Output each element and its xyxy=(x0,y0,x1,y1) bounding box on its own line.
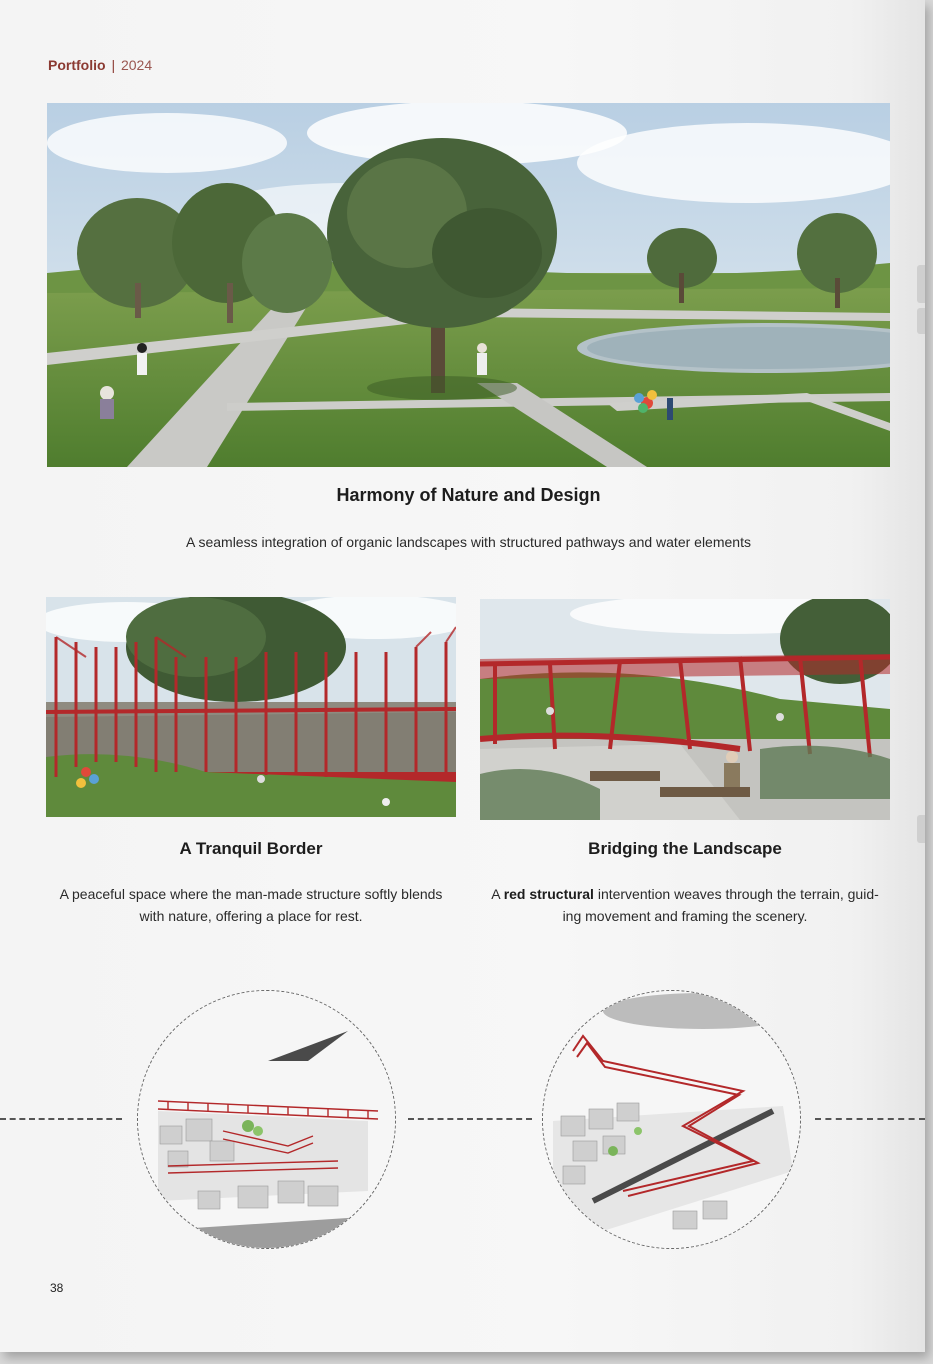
header-brand: Portfolio xyxy=(48,57,106,73)
axonometric-bridge-diagram-icon xyxy=(138,991,395,1248)
left-card-title: A Tranquil Border xyxy=(179,839,323,858)
right-card-description xyxy=(482,883,888,927)
header-separator: | xyxy=(111,57,116,73)
page-edge-tab xyxy=(917,815,925,843)
hero-park-render xyxy=(47,103,890,467)
portfolio-header xyxy=(48,57,152,73)
axonometric-path-diagram-icon xyxy=(543,991,800,1248)
right-card-description-after: intervention weaves through the terrain, guid-ing movement and framing the scenery. xyxy=(562,886,879,924)
dashed-connector xyxy=(408,1118,532,1120)
hero-description: A seamless integration of organic landscapes with structured pathways and water elements xyxy=(186,534,751,550)
diagram-circle-right xyxy=(542,990,801,1249)
park-landscape-icon xyxy=(47,103,890,467)
red-canopy-bench-icon xyxy=(480,599,890,820)
dashed-connector xyxy=(815,1118,925,1120)
left-card-description: A peaceful space where the man-made structure softly blends with nature, offering a place for rest. xyxy=(59,886,443,924)
tranquil-border-render xyxy=(46,597,456,817)
hero-title: Harmony of Nature and Design xyxy=(336,485,601,505)
page-number: 38 xyxy=(50,1281,64,1295)
bridging-landscape-render xyxy=(480,599,890,820)
header-year: 2024 xyxy=(120,57,153,73)
right-card-description-before: A xyxy=(491,886,504,902)
diagram-circle-left xyxy=(137,990,396,1249)
page-edge-tab xyxy=(917,265,925,303)
page-edge-tab xyxy=(917,308,925,334)
dashed-connector xyxy=(0,1118,122,1120)
right-card-title: Bridging the Landscape xyxy=(588,839,782,858)
red-pergola-wall-icon xyxy=(46,597,456,817)
right-card-description-bold: red structural xyxy=(503,886,594,902)
